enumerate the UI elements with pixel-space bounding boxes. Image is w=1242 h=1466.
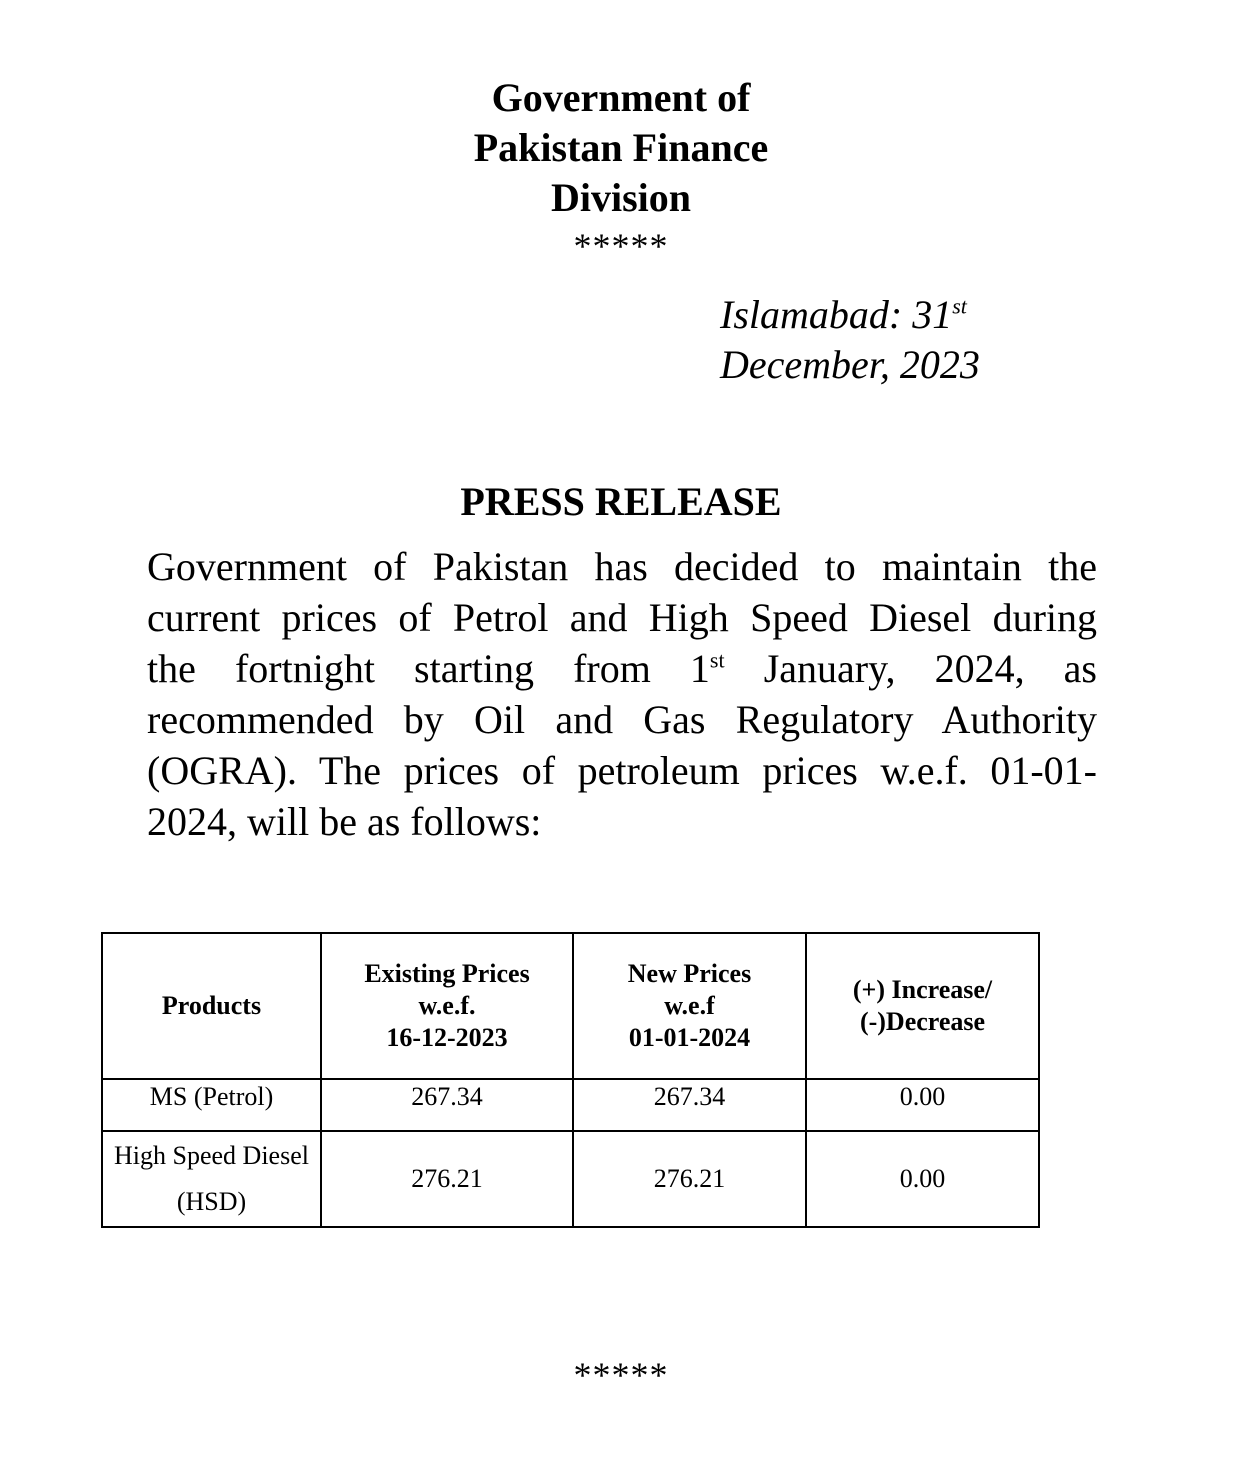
body-line: Government of Pakistan has decided to maintain the: [147, 544, 1097, 589]
dateline-line-2: December, 2023: [720, 342, 980, 387]
header-existing-line: 16-12-2023: [386, 1023, 508, 1052]
body-line-ordinal: st: [709, 647, 725, 673]
body-line-part: January, 2024, as: [724, 646, 1097, 691]
product-name-line: High Speed Diesel: [114, 1141, 309, 1170]
existing-price: 267.34: [321, 1079, 573, 1131]
header-change-line: (+) Increase/: [852, 975, 993, 1004]
header-existing-prices: [321, 933, 573, 1079]
new-price: 276.21: [573, 1131, 806, 1227]
header-line-3: Division: [550, 175, 692, 220]
body-line-part: the fortnight starting from 1: [147, 646, 710, 691]
press-release-body: [147, 541, 1097, 847]
body-line: (OGRA). The prices of petroleum prices w.e.f. 01-01-: [147, 748, 1097, 793]
header-new-line: New Prices: [627, 959, 752, 988]
header-new-line: w.e.f: [664, 991, 715, 1020]
price-change: 0.00: [806, 1131, 1039, 1227]
dateline-place-day: Islamabad: 31: [720, 292, 953, 337]
press-release-title: PRESS RELEASE: [460, 479, 782, 524]
header-new-prices: [573, 933, 806, 1079]
new-price: 267.34: [573, 1079, 806, 1131]
header-line-2: Pakistan Finance: [473, 125, 769, 170]
product-name-line: MS (Petrol): [149, 1082, 274, 1111]
body-line: [147, 643, 1097, 694]
document-header: [0, 73, 1242, 223]
header-change: [806, 933, 1039, 1079]
header-new-line: 01-01-2024: [628, 1023, 751, 1052]
body-line: 2024, will be as follows:: [147, 799, 542, 844]
header-change-line: (-)Decrease: [859, 1007, 986, 1036]
header-existing-line: w.e.f.: [418, 991, 476, 1020]
body-line: recommended by Oil and Gas Regulatory Authority: [147, 697, 1097, 742]
table-row: [102, 1131, 1039, 1227]
table-row: [102, 1079, 1039, 1131]
price-table: [101, 932, 1040, 1228]
dateline: [720, 290, 980, 390]
body-line: current prices of Petrol and High Speed Diesel during: [147, 595, 1097, 640]
product-name: [102, 1131, 321, 1227]
price-change: 0.00: [806, 1079, 1039, 1131]
product-name-line: (HSD): [176, 1187, 247, 1216]
header-existing-line: Existing Prices: [364, 959, 530, 988]
dateline-line-1: [720, 290, 980, 340]
header-products: Products: [102, 933, 321, 1079]
footer-separator-stars: *****: [573, 1355, 669, 1395]
existing-price: 276.21: [321, 1131, 573, 1227]
header-line-1: Government of: [491, 75, 751, 120]
table-header-row: [102, 933, 1039, 1079]
header-separator-stars: *****: [573, 226, 669, 266]
product-name: [102, 1079, 321, 1131]
dateline-ordinal: st: [952, 293, 967, 319]
